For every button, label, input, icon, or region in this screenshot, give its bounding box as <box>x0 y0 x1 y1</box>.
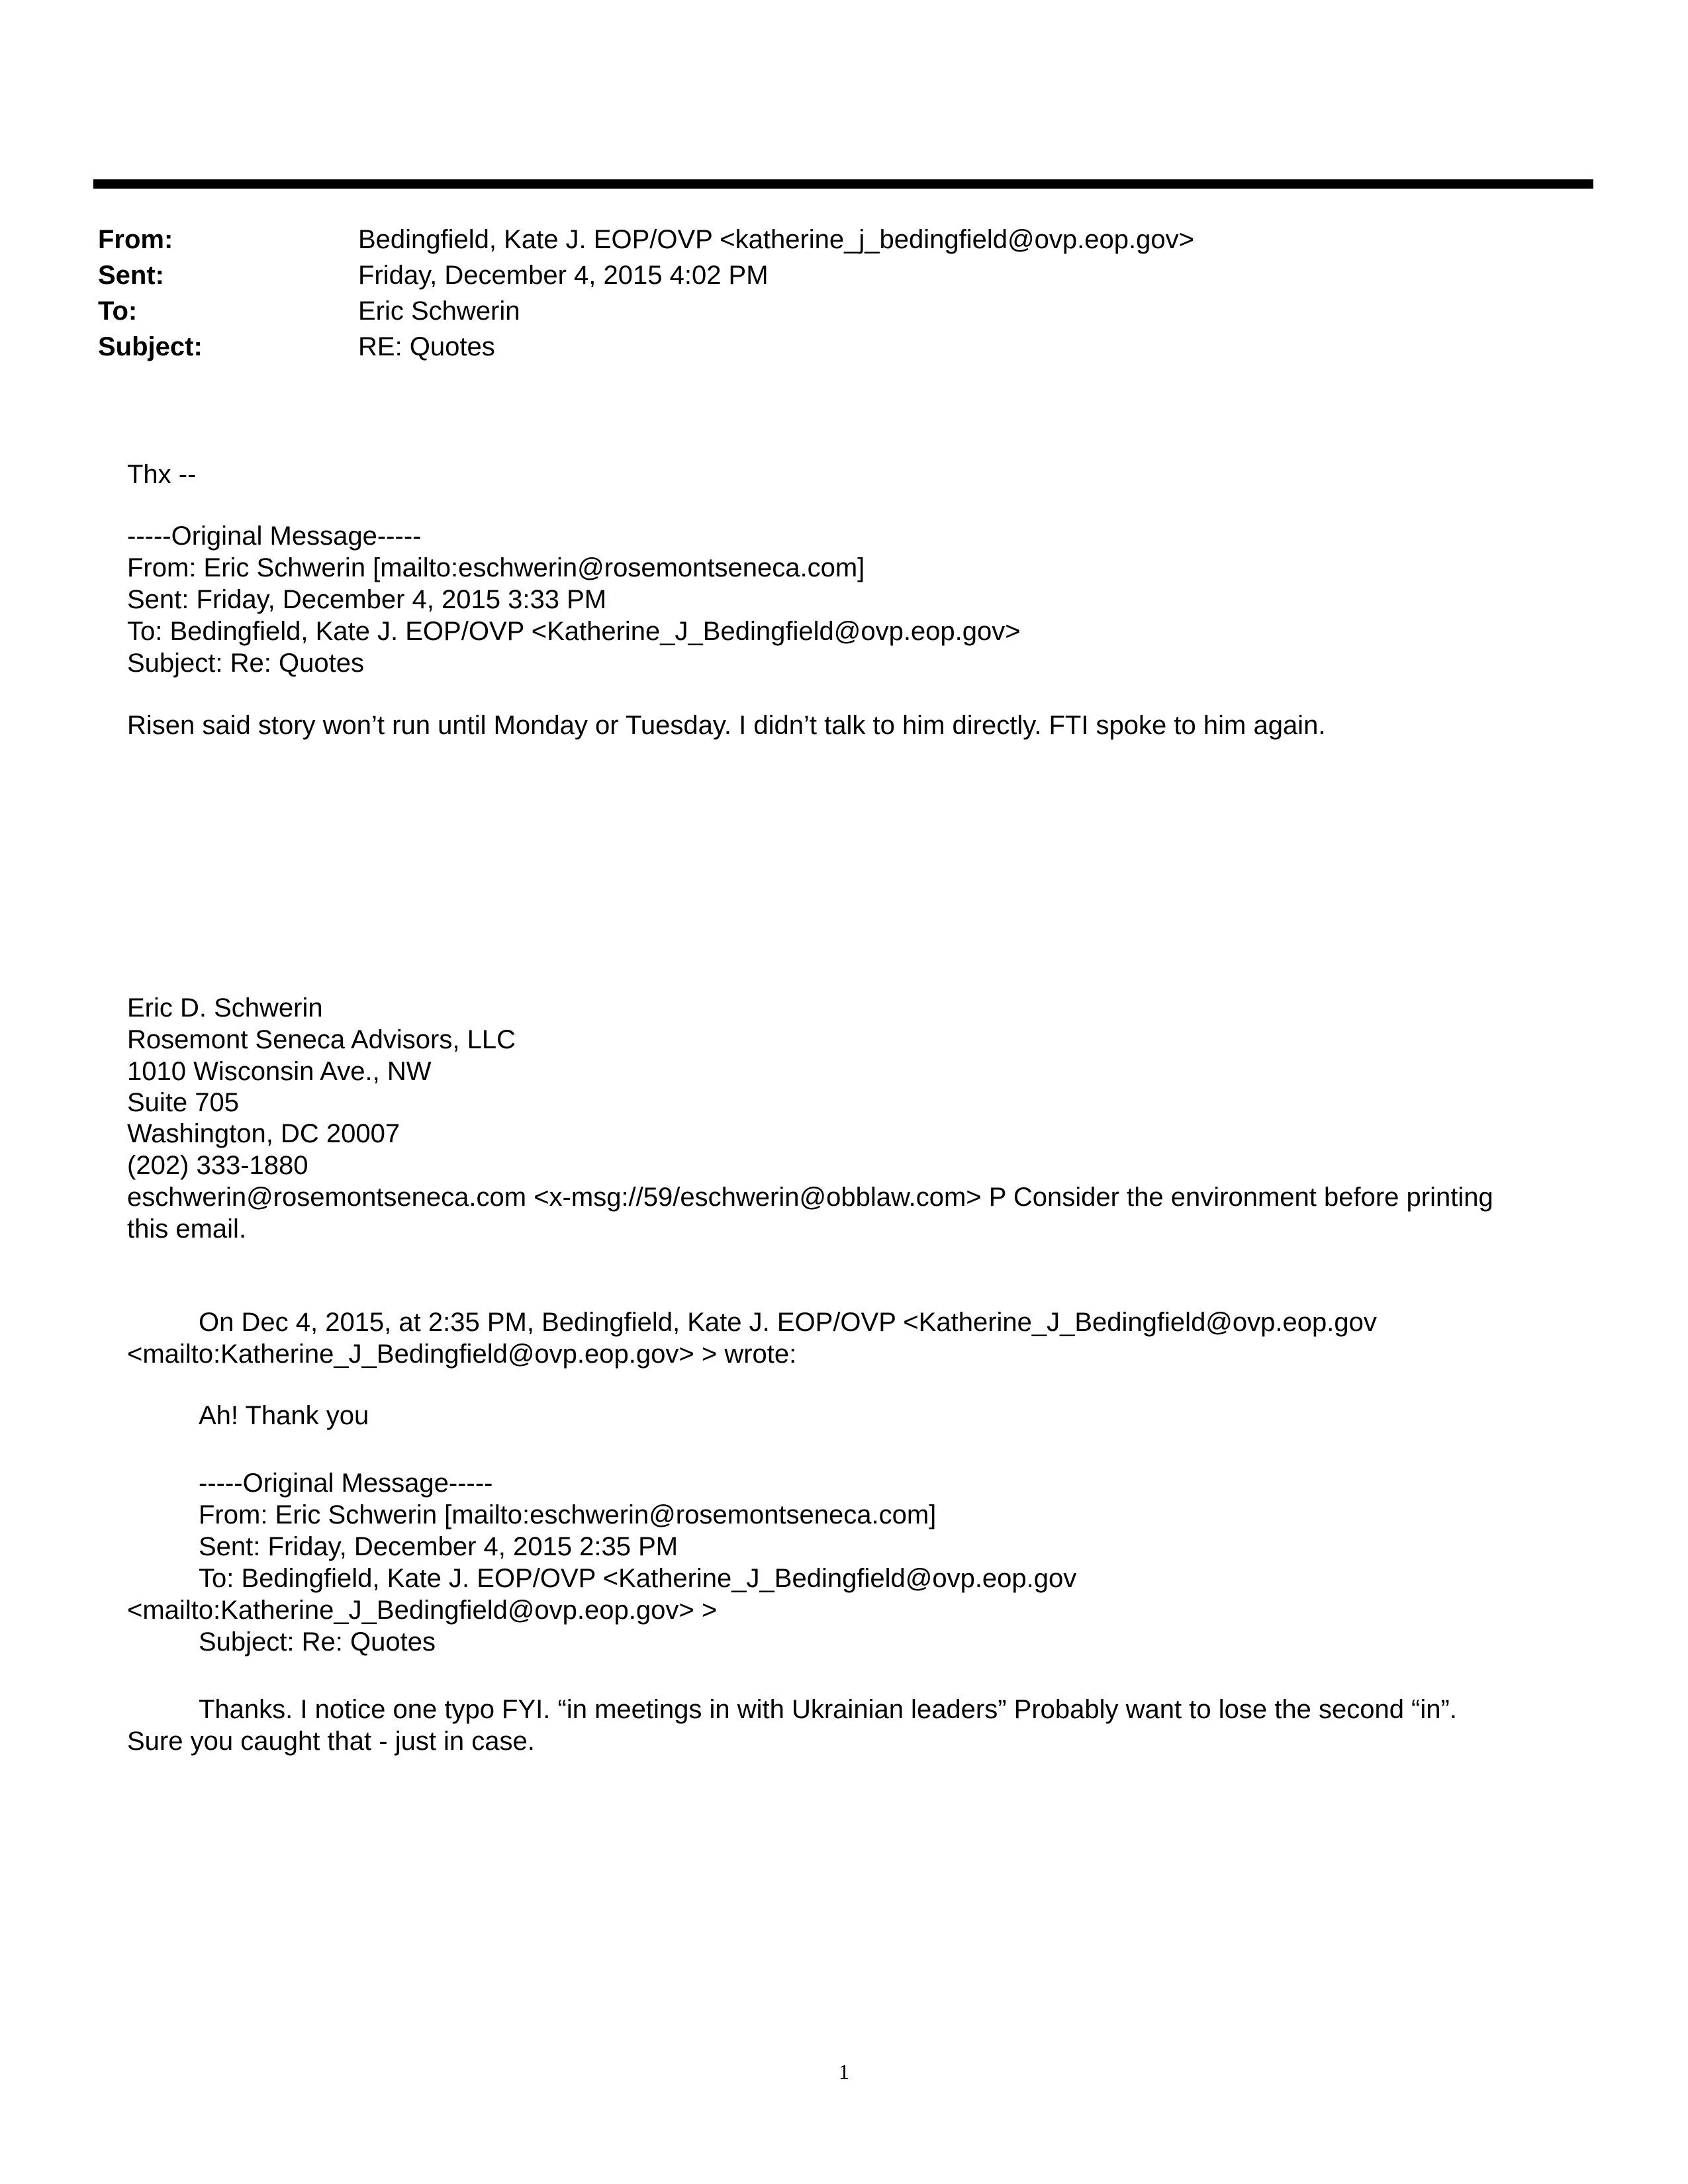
sent-label: Sent: <box>98 261 164 290</box>
signature-address2: Suite 705 <box>127 1088 240 1117</box>
signature-company: Rosemont Seneca Advisors, LLC <box>127 1025 516 1054</box>
quoted-intro-line2: <mailto:Katherine_J_Bedingfield@ovp.eop.gov> > wrote: <box>127 1340 797 1369</box>
signature-address1: 1010 Wisconsin Ave., NW <box>127 1057 432 1086</box>
sent-value: Friday, December 4, 2015 4:02 PM <box>358 261 769 290</box>
subject-value: RE: Quotes <box>358 332 495 361</box>
original-message-text: Risen said story won’t run until Monday or Tuesday. I didn’t talk to him directly. FTI spoke to him again. <box>127 711 1326 740</box>
original-subject: Subject: Re: Quotes <box>127 649 364 678</box>
quoted-message-text: Ah! Thank you <box>199 1401 369 1430</box>
signature-name: Eric D. Schwerin <box>127 993 323 1023</box>
signature-phone: (202) 333-1880 <box>127 1151 308 1180</box>
from-value: Bedingfield, Kate J. EOP/OVP <katherine_j_bedingfield@ovp.eop.gov> <box>358 225 1194 254</box>
quoted-intro-line1: On Dec 4, 2015, at 2:35 PM, Bedingfield, Kate J. EOP/OVP <Katherine_J_Bedingfield@ovp.eop.gov <box>199 1308 1377 1337</box>
signature-email-line-cont: this email. <box>127 1214 247 1244</box>
header-rule <box>93 179 1593 189</box>
subject-label: Subject: <box>98 332 203 361</box>
original2-sent: Sent: Friday, December 4, 2015 2:35 PM <box>199 1532 679 1561</box>
original2-subject: Subject: Re: Quotes <box>199 1627 436 1657</box>
signature-city: Washington, DC 20007 <box>127 1119 400 1148</box>
original-sent: Sent: Friday, December 4, 2015 3:33 PM <box>127 585 607 614</box>
to-value: Eric Schwerin <box>358 296 520 326</box>
original2-message-line1: Thanks. I notice one typo FYI. “in meetings in with Ukrainian leaders” Probably want to lose the second “in”. <box>199 1695 1457 1724</box>
original2-from: From: Eric Schwerin [mailto:eschwerin@rosemontseneca.com] <box>199 1500 937 1529</box>
to-label: To: <box>98 296 138 326</box>
page-number: 1 <box>839 2060 849 2083</box>
original2-to-line2: <mailto:Katherine_J_Bedingfield@ovp.eop.gov> > <box>127 1596 718 1625</box>
original2-separator: -----Original Message----- <box>199 1469 493 1498</box>
reply-text: Thx -- <box>127 460 197 489</box>
signature-email-line: eschwerin@rosemontseneca.com <x-msg://59/eschwerin@obblaw.com> P Consider the environment before printing <box>127 1183 1493 1212</box>
original-separator: -----Original Message----- <box>127 522 422 551</box>
original-from: From: Eric Schwerin [mailto:eschwerin@rosemontseneca.com] <box>127 553 865 582</box>
original2-to-line1: To: Bedingfield, Kate J. EOP/OVP <Katherine_J_Bedingfield@ovp.eop.gov <box>199 1564 1077 1593</box>
from-label: From: <box>98 225 173 254</box>
original-to: To: Bedingfield, Kate J. EOP/OVP <Katherine_J_Bedingfield@ovp.eop.gov> <box>127 617 1021 646</box>
original2-message-line2: Sure you caught that - just in case. <box>127 1727 535 1756</box>
